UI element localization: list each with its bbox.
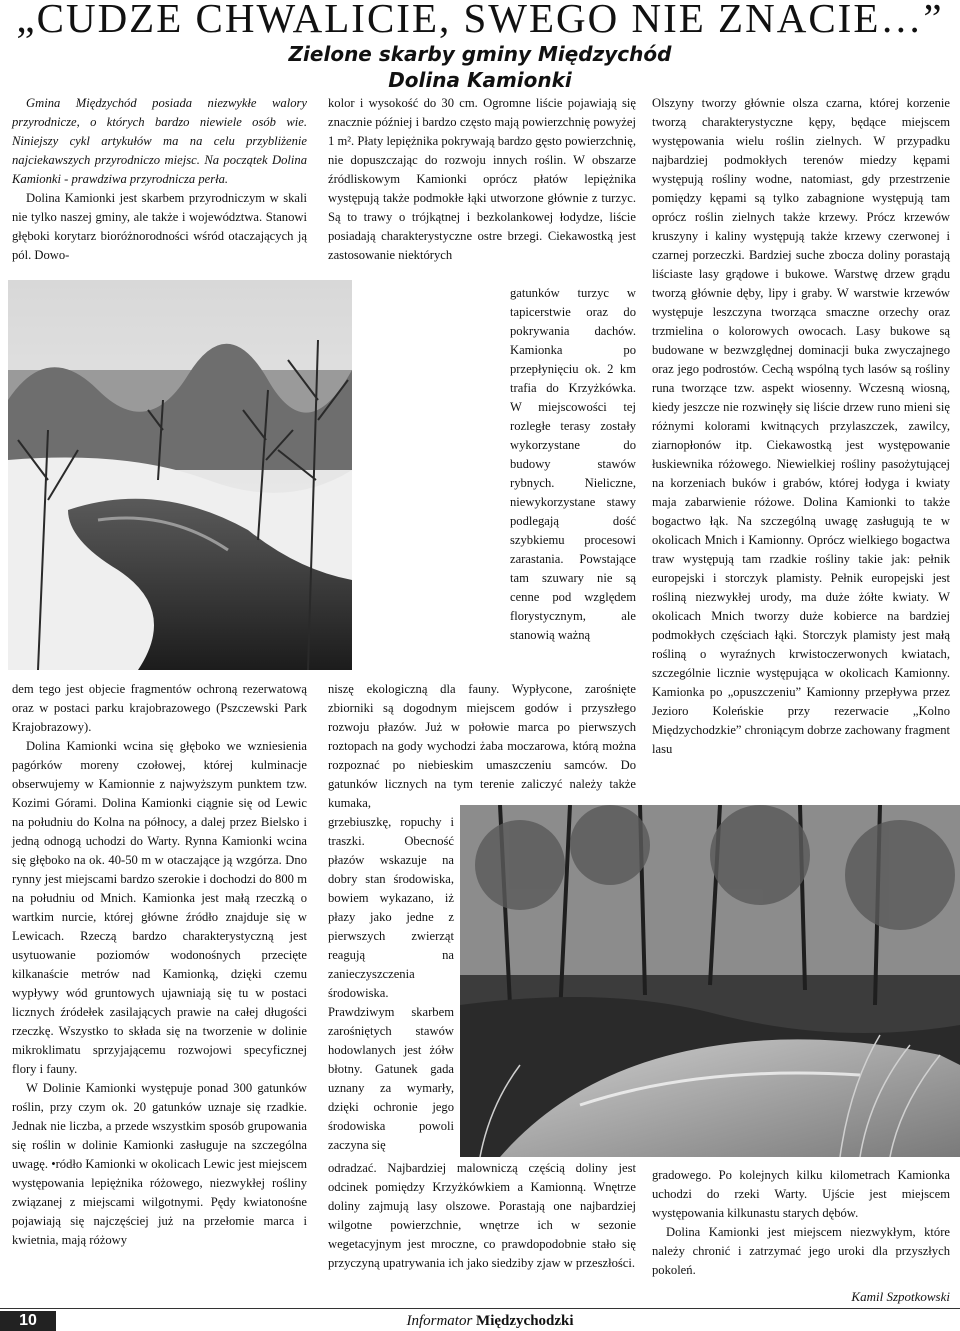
paragraph: Dolina Kamionki jest skarbem przyrodniczym w skali nie tylko naszej gminy, ale także i województwa. Stanowi głęboki korytarz bioróżnorodności wśród otaczających ją pól. Dowo- [12,191,307,262]
paragraph: grzebiuszkę, ropuchy i traszki. Obecność płazów wskazuje na dobry stan środowiska, bowiem wykazano, iż płazy jako jedne z pierwszych zwierząt reagują na zanieczyszczenia środowiska. Prawdziwym skarbem zarośniętych stawów hodowlanych jest żółw błotny. Gatunek gada uznany za wymarły, dzięki ochronie jego środowiska powoli zaczyna się [328,815,454,1152]
publication-name-italic: Informator [406,1313,473,1329]
paragraph: Dolina Kamionki jest miejscem niezwykłym, które należy chronić i zatrzymać jego uroki dla przyszłych pokoleń. [652,1225,950,1277]
paragraph: odradzać. Najbardziej malowniczą częścią doliny jest odcinek pomiędzy Krzyżkówkiem a Kamionną. Wnętrze doliny zajmują lasy olszowe. Porastają one najbardziej wilgotne powierzchnie, wnętrze ich w sezonie wegetacyjnym jest mroczne, co prawdopodobnie stało się przyczyną upatrywania ich jako siedziby zjaw w przeszłości. [328,1161,636,1270]
paragraph: W Dolinie Kamionki występuje ponad 300 gatunków roślin, przy czym ok. 20 gatunków uznaje się rzadkie. Jednak nie liczba, a przede wszystkim sposób grupowania się roślin w dolinie Kamionki zasługuje na szczególna uwagę. •ródło Kamionki w okolicach Lewic jest miejscem występowania lepiężnika różowego, niezwykłej rośliny związanej z miejscami wilgotnymi. Pędy kwiatonośne pojawiają się najczęściej już na przełomie marca i kwietnia, mają różowy [12,1081,307,1247]
footer-rule [0,1308,960,1309]
paragraph: gradowego. Po kolejnych kilku kilometrach Kamionka uchodzi do rzeki Warty. Ujście jest miejscem występowania kilkunastu starych dębów. [652,1168,950,1220]
publication-name-bold: Międzychodzki [476,1313,574,1329]
forest-stream-photo [460,805,960,1157]
paragraph: gatunków turzyc w tapicerstwie oraz do pokrywania dachów. Kamionka po przepłynięciu ok. 2 km trafia do Krzyżkówka. W miejscowości tej rozległe terasy zostały wykorzystane do budowy stawów rybnych. Nieliczne, niewykorzystane stawy podlegają dość szybkiemu procesowi zarastania. Powstające tam szuwary nie są cenne pod względem florystycznym, ale stanowią ważną [510,286,636,642]
column-2-narrow-2 [328,813,454,1155]
paragraph: kolor i wysokość do 30 cm. Ogromne liście pojawiają się znacznie później i bardzo często mają powierzchnię powyżej 1 m². Płaty lepiężnika pokrywają bardzo gęsto powierzchnię, nie dopuszczając do rozwoju innych roślin. W obszarze źródliskowym Kamionki oprócz płatów lepiężnika występują także podmokłe łąki utworzone głównie z turzyc. Są to trawy o trójkątnej i bezkolankowej łodydze, liście posiadają charakterystyczne ostre brzegi. Ciekawostką jest zastosowanie niektórych [328,96,636,262]
column-1-bottom [12,680,307,1250]
paragraph: niszę ekologiczną dla fauny. Wypłycone, zarośnięte zbiorniki są dogodnym miejscem godów i przyszłego rozwoju płazów. Już w połowie marca po pierwszych roztopach na gody wychodzi żaba moczarowa, którą można rozpoznać po niebieskim umaszczeniu samców. Do gatunków licznych na tym terenie zaliczyć należy także kumaka, [328,682,636,810]
column-2-mid [328,680,636,813]
column-3-top [652,94,950,759]
intro-paragraph: Gmina Międzychód posiada niezwykłe walory przyrodnicze, o których bardzo niewiele osób wie. Niniejszy cykl artykułów ma na celu przybliżenie najciekawszych przyrodniczo miejsc. Na początek Dolina Kamionki - prawdziwa przyrodnicza perła. [12,96,307,186]
column-1-top [12,94,307,265]
publication-name [380,1311,600,1331]
article-section-title: Dolina Kamionki [388,68,572,92]
author-signature: Kamil Szpotkowski [851,1289,950,1304]
winter-river-photo [8,280,352,670]
column-2-bottom [328,1159,636,1273]
paragraph: Dolina Kamionki wcina się głęboko we wzniesienia pagórków moreny czołowej, której kulminacje obserwujemy w Kamionnie z najwyższym punktem tzw. Kozimi Górami. Dolina Kamionki ciągnie się od Lewic na południu do Kolna na północy, a dalej przez Bielsko i jedną odnogą uchodzi do Warty. Rynna Kamionki wcina się głęboko na ok. 40-50 m w otaczające ją wzgórza. Dno rynny jest miejscami bardzo szerokie i dochodzi do 800 m na południu od Mnich. Kamionka jest małą rzeczką o wartkim nurcie, której główne źródło znajduje się w Lewicach. Rzeczą bardzo charakterystyczną jest usytuowanie poziomów wodonośnych przecięte kilkanaście metrów nad Kamionką, dzięki czemu wypływy wód gruntowych ujawniają się tu w postaci licznych źródełek zasilających prawie na całej długości rzeczkę. Wszystko to składa się na tworzenie w dolinie mikroklimatu sprzyjającemu rozwojowi specyficznej flory i fauny. [12,739,307,1076]
article-subtitle: Zielone skarby gminy Międzychód [288,42,672,66]
column-2-top [328,94,636,265]
column-2-narrow [510,284,636,645]
page-number: 10 [0,1311,56,1331]
paragraph: Olszyny tworzy głównie olsza czarna, której korzenie tworzą charakterystyczne kępy, będące miejscem występowania wielu roślin zielnych. W przypadku najbardziej podmokłych terenów miedzy kępami występują rośliny wodne, natomiast, gdy przestrzenie pomiędzy kępami są tylko zabagnione występują tam oprócz roślin zielnych także krzewy. Prócz krzewów kruszyny i kaliny występują także krzewy czerwonej i czarnej porzeczki. Bardziej suche zbocza doliny porastają liściaste lasy grądowe i bukowe. Warstwę drzew grądu tworzą głównie dęby, lipy i graby. W warstwie krzewów występuje leszczyna tworząca smaczne orzechy oraz trzmielina o kolorowych owocach. Lasy bukowe są budowane w bezwzględnej dominacji buka zwyczajnego oraz jego podrostów. Cechą wspólną tych lasów są rośliny runa tworzące tzw. aspekt wiosenny. Wczesną wiosną, kiedy jeszcze nie rozwinęły się liście drzew runo mieni się różnymi kolorami kwitnących przylaszczek, zawilcy, ziarnopłonów itp. Ciekawostką jest występowanie łuskiewnika różowego. Niewielkiej rośliny pasożytującej na korzeniach buków i grabów, której łodyga i kwiaty maja zabarwienie różowe. Dolina Kamionki to także bogactwo łąk. Na szczególną uwagę zasługują te w okolicach Mnich i Kamionny. Oprócz wielkiego bogactwa traw występują tam rzadkie rośliny takie jak: pełnik europejski i storczyk plamisty. Pełnik europejski jest rośliną niezwykłej urody, ma duże żółte kwiaty. W okolicach Mnich tworzy duże kobierce na bardziej podmokłych częściach łąki. Storczyk plamisty jest małą rośliną o wyraźnych krwistoczerwonych kwiatach, szczególnie licznie występująca w okolicach Kamionny. Kamionka po „opuszczeniu” Kamionny przepływa przez Jezioro Koleńskie przy rezerwacie „Kolno Międzychodzkie” chroniącym dobrze zachowany fragment lasu [652,96,950,756]
paragraph: dem tego jest objecie fragmentów ochroną rezerwatową oraz w postaci parku krajobrazowego (Pszczewski Park Krajobrazowy). [12,682,307,734]
column-3-bottom [652,1166,950,1280]
article-title: „CUDZE CHWALICIE, SWEGO NIE ZNACIE…” [16,0,944,41]
